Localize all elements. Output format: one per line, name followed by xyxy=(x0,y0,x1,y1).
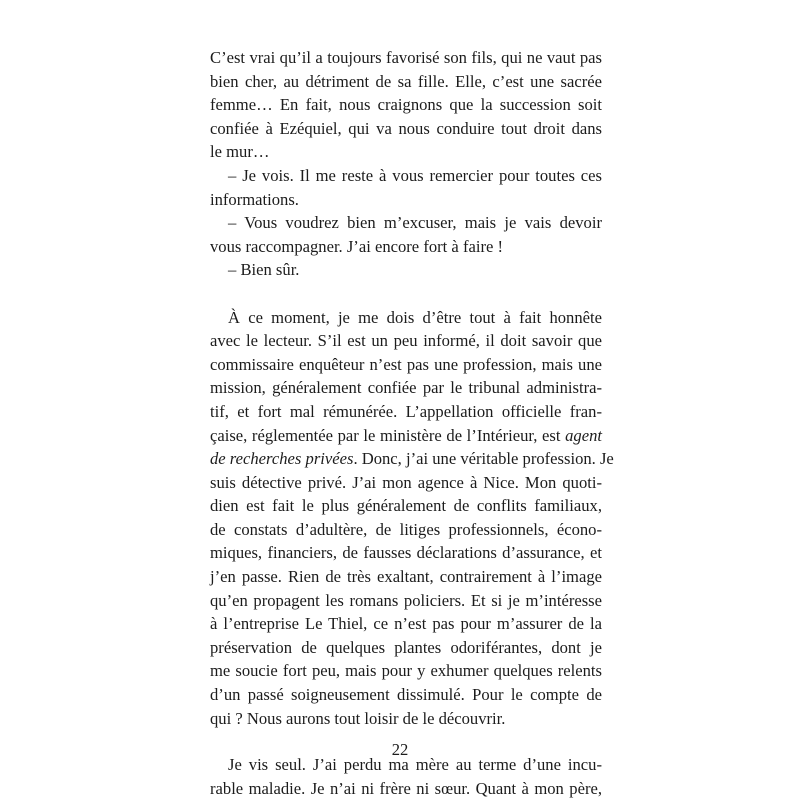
text-segment: çaise, réglementée par le ministère de l’Intérieur, est xyxy=(210,425,561,445)
text-line: j’en passe. Rien de très exaltant, contrairement à l’image xyxy=(210,567,602,587)
text-line: dien est fait le plus généralement de conflits familiaux, xyxy=(210,496,602,516)
text-line: mission, généralement confiée par le tribunal administra- xyxy=(210,378,602,398)
text-line: – Je vois. Il me reste à vous remercier pour toutes ces xyxy=(228,165,602,185)
text-line: préservation de quelques plantes odoriférantes, dont je xyxy=(210,637,602,657)
paragraph-detective xyxy=(210,306,614,731)
text-line: – Vous voudrez bien m’excuser, mais je vais devoir xyxy=(228,213,602,233)
text-line: suis détective privé. J’ai mon agence à Nice. Mon quoti- xyxy=(210,472,602,492)
text-line: de constats d’adultère, de litiges professionnels, écono- xyxy=(210,519,602,539)
text-line: Je vis seul. J’ai perdu ma mère au terme d’une incu- xyxy=(228,755,602,775)
text-line: le mur… xyxy=(210,142,270,162)
section-break xyxy=(210,282,602,306)
text-line: À ce moment, je me dois d’être tout à fait honnête xyxy=(228,307,602,327)
text-line: d’un passé soigneusement dissimulé. Pour le compte de xyxy=(210,685,602,705)
text-line: vous raccompagner. J’ai encore fort à faire ! xyxy=(210,236,504,256)
page-body xyxy=(210,46,614,800)
text-line: femme… En fait, nous craignons que la succession soit xyxy=(210,95,602,115)
paragraph-family xyxy=(210,753,602,800)
italic-term: agent xyxy=(565,425,602,445)
text-line: bien cher, au détriment de sa fille. Elle, c’est une sacrée xyxy=(210,71,602,91)
text-line: avec le lecteur. S’il est un peu informé, il doit savoir que xyxy=(210,331,602,351)
text-segment: . Donc, j’ai une véritable profession. Je xyxy=(353,449,614,469)
text-line-with-italic xyxy=(210,424,602,448)
text-line: informations. xyxy=(210,189,299,209)
text-line: qui ? Nous aurons tout loisir de le découvrir. xyxy=(210,708,506,728)
text-line: miques, financiers, de fausses déclarations d’assurance, et xyxy=(210,543,602,563)
text-line: commissaire enquêteur n’est pas une profession, mais une xyxy=(210,354,602,374)
text-line: me soucie fort peu, mais pour y exhumer quelques relents xyxy=(210,661,602,681)
page-number: 22 xyxy=(391,740,409,759)
text-line: qu’en propagent les romans policiers. Et si je m’intéresse xyxy=(210,590,602,610)
text-line: C’est vrai qu’il a toujours favorisé son fils, qui ne vaut pas xyxy=(210,48,602,67)
paragraph-dialogue-end xyxy=(210,46,602,282)
text-line: – Bien sûr. xyxy=(228,260,300,280)
text-line: à l’entreprise Le Thiel, ce n’est pas pour m’assurer de la xyxy=(210,614,602,634)
text-line: tif, et fort mal rémunérée. L’appellation officielle fran- xyxy=(210,401,602,421)
italic-term: de recherches privées xyxy=(210,449,354,469)
text-line-with-italic xyxy=(210,447,614,471)
text-line: confiée à Ezéquiel, qui va nous conduire tout droit dans xyxy=(210,118,602,138)
text-line: rable maladie. Je n’ai ni frère ni sœur. Quant à mon père, xyxy=(210,778,602,798)
